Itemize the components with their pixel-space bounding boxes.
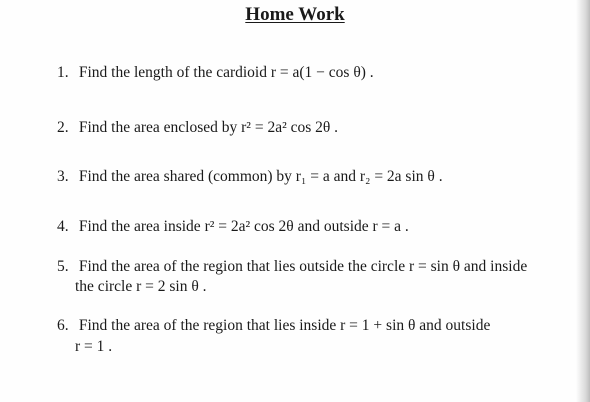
problem-text: Find the area of the region that lies outside the circle r = sin θ and inside [78,258,528,275]
problem-number: 5. [57,258,69,275]
problem-6 [57,315,490,336]
problem-text: Find the area enclosed by r² = 2a² cos 2θ . [78,119,339,136]
page-edge-shadow [576,0,590,402]
problem-text: Find the area inside r² = 2a² cos 2θ and outside r = a . [78,218,409,235]
problem-number: 2. [57,119,69,136]
problem-text: Find the area of the region that lies inside r = 1 + sin θ and outside [78,317,491,334]
problem-number: 3. [57,168,69,185]
problem-number: 1. [57,64,69,81]
page-title [0,4,590,26]
problem-number: 4. [57,218,69,235]
problem-4 [57,216,409,237]
problem-text: Find the area shared (common) by r₁ = a and r₂ = 2a sin θ . [78,168,443,185]
problem-1 [57,62,374,83]
problem-text: Find the length of the cardioid r = a(1 − cos θ) . [78,64,374,81]
problem-number: 6. [57,317,69,334]
problem-6-continuation: r = 1 . [75,338,113,355]
problem-3 [57,166,443,187]
problem-5 [57,256,527,277]
problem-2 [57,117,338,138]
problem-5-continuation: the circle r = 2 sin θ . [75,278,207,295]
title-text: Home Work [245,4,345,25]
